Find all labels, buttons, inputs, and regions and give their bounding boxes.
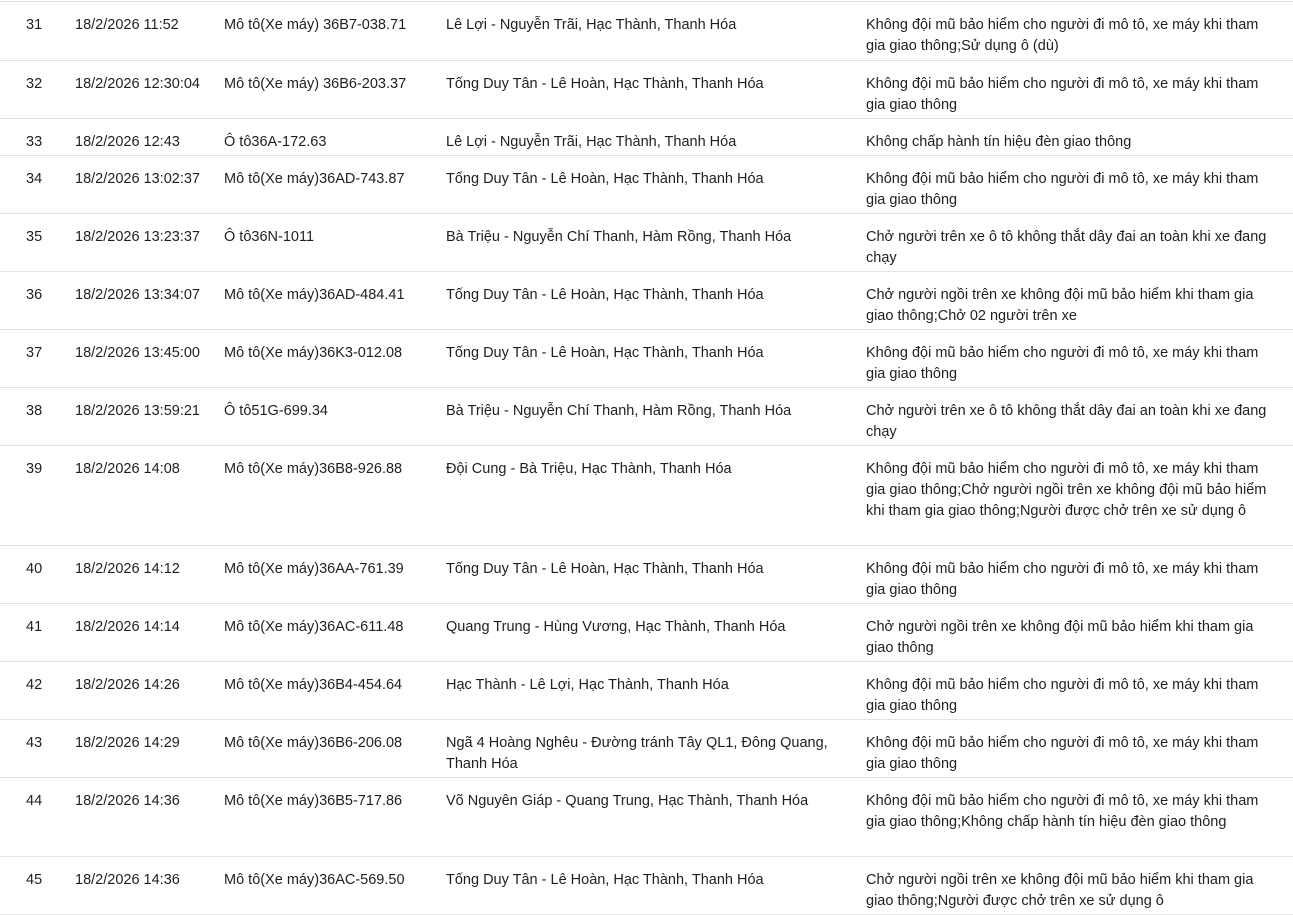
vehicle-plate: Ô tô36A-172.63: [224, 134, 327, 150]
violation-location: Hạc Thành - Lê Lợi, Hạc Thành, Thanh Hóa: [446, 677, 729, 693]
table-row: [0, 272, 1293, 330]
vehicle-plate: Mô tô(Xe máy)36B5-717.86: [224, 793, 403, 809]
violation-location: Tống Duy Tân - Lê Hoàn, Hạc Thành, Thanh Hóa: [446, 287, 764, 303]
row-number: 33: [26, 134, 43, 150]
violation-time: 18/2/2026 11:52: [75, 17, 179, 33]
violation-description: Không đội mũ bảo hiểm cho người đi mô tô, xe máy khi tham gia giao thông: [866, 171, 1259, 208]
vehicle-plate: Mô tô(Xe máy) 36B6-203.37: [224, 76, 407, 92]
violation-description: Chở người trên xe ô tô không thắt dây đai an toàn khi xe đang chạy: [866, 403, 1267, 440]
vehicle-plate: Ô tô36N-1011: [224, 229, 315, 245]
violation-location: Lê Lợi - Nguyễn Trãi, Hạc Thành, Thanh Hóa: [446, 134, 737, 150]
row-number: 38: [26, 403, 43, 419]
table-row: [0, 546, 1293, 604]
violation-time: 18/2/2026 14:12: [75, 561, 180, 577]
row-number: 43: [26, 735, 43, 751]
violation-time: 18/2/2026 14:26: [75, 677, 180, 693]
table-row: [0, 446, 1293, 546]
table-row: [0, 61, 1293, 119]
table-row: [0, 156, 1293, 214]
violation-location: Lê Lợi - Nguyễn Trãi, Hạc Thành, Thanh Hóa: [446, 17, 737, 33]
violation-description: Không đội mũ bảo hiểm cho người đi mô tô, xe máy khi tham gia giao thông;Không chấp hành tín hiệu đèn giao thông: [866, 793, 1259, 830]
violation-location: Tống Duy Tân - Lê Hoàn, Hạc Thành, Thanh Hóa: [446, 171, 764, 187]
vehicle-plate: Mô tô(Xe máy) 36B7-038.71: [224, 17, 407, 33]
table-row: [0, 857, 1293, 915]
table-row: [0, 662, 1293, 720]
table-row: [0, 604, 1293, 662]
vehicle-plate: Mô tô(Xe máy)36B8-926.88: [224, 461, 403, 477]
violation-time: 18/2/2026 12:30:04: [75, 76, 200, 92]
violation-time: 18/2/2026 13:45:00: [75, 345, 200, 361]
violation-description: Không đội mũ bảo hiểm cho người đi mô tô, xe máy khi tham gia giao thông: [866, 76, 1259, 113]
violation-location: Tống Duy Tân - Lê Hoàn, Hạc Thành, Thanh Hóa: [446, 872, 764, 888]
vehicle-plate: Mô tô(Xe máy)36AD-484.41: [224, 287, 405, 303]
violation-location: Đội Cung - Bà Triệu, Hạc Thành, Thanh Hóa: [446, 461, 732, 477]
violation-description: Không đội mũ bảo hiểm cho người đi mô tô, xe máy khi tham gia giao thông;Chở người ngồi trên xe không đội mũ bảo hiểm khi tham gia giao thông;Người được chở trên xe sử dụng ô: [866, 461, 1267, 519]
violation-description: Không đội mũ bảo hiểm cho người đi mô tô, xe máy khi tham gia giao thông: [866, 561, 1259, 598]
violation-description: Chở người ngồi trên xe không đội mũ bảo hiểm khi tham gia giao thông;Người được chở trên xe sử dụng ô: [866, 872, 1254, 909]
violation-time: 18/2/2026 14:08: [75, 461, 180, 477]
violations-table: [0, 1, 1293, 915]
table-row: [0, 720, 1293, 778]
row-number: 41: [26, 619, 43, 635]
vehicle-plate: Mô tô(Xe máy)36B6-206.08: [224, 735, 403, 751]
row-number: 42: [26, 677, 43, 693]
violation-time: 18/2/2026 14:36: [75, 872, 180, 888]
row-number: 31: [26, 17, 43, 33]
vehicle-plate: Mô tô(Xe máy)36K3-012.08: [224, 345, 403, 361]
violation-location: Quang Trung - Hùng Vương, Hạc Thành, Thanh Hóa: [446, 619, 786, 635]
vehicle-plate: Ô tô51G-699.34: [224, 403, 328, 419]
vehicle-plate: Mô tô(Xe máy)36AC-611.48: [224, 619, 404, 635]
violation-description: Không đội mũ bảo hiểm cho người đi mô tô, xe máy khi tham gia giao thông: [866, 735, 1259, 772]
table-row: [0, 778, 1293, 857]
violation-description: Chở người ngồi trên xe không đội mũ bảo hiểm khi tham gia giao thông: [866, 619, 1254, 656]
violation-location: Ngã 4 Hoàng Nghêu - Đường tránh Tây QL1, Đông Quang, Thanh Hóa: [446, 735, 828, 772]
violation-time: 18/2/2026 12:43: [75, 134, 180, 150]
violation-description: Chở người trên xe ô tô không thắt dây đai an toàn khi xe đang chạy: [866, 229, 1267, 266]
row-number: 34: [26, 171, 43, 187]
violation-location: Tống Duy Tân - Lê Hoàn, Hạc Thành, Thanh Hóa: [446, 561, 764, 577]
violation-time: 18/2/2026 13:59:21: [75, 403, 200, 419]
vehicle-plate: Mô tô(Xe máy)36B4-454.64: [224, 677, 403, 693]
vehicle-plate: Mô tô(Xe máy)36AC-569.50: [224, 872, 405, 888]
violation-location: Tống Duy Tân - Lê Hoàn, Hạc Thành, Thanh Hóa: [446, 345, 764, 361]
row-number: 40: [26, 561, 43, 577]
row-number: 44: [26, 793, 43, 809]
violation-time: 18/2/2026 14:36: [75, 793, 180, 809]
violation-time: 18/2/2026 13:02:37: [75, 171, 200, 187]
row-number: 32: [26, 76, 43, 92]
violation-location: Bà Triệu - Nguyễn Chí Thanh, Hàm Rồng, Thanh Hóa: [446, 229, 792, 245]
violation-time: 18/2/2026 14:14: [75, 619, 180, 635]
table-row: [0, 214, 1293, 272]
violation-location: Võ Nguyên Giáp - Quang Trung, Hạc Thành, Thanh Hóa: [446, 793, 809, 809]
row-number: 39: [26, 461, 43, 477]
vehicle-plate: Mô tô(Xe máy)36AA-761.39: [224, 561, 404, 577]
violation-location: Bà Triệu - Nguyễn Chí Thanh, Hàm Rồng, Thanh Hóa: [446, 403, 792, 419]
violation-time: 18/2/2026 13:34:07: [75, 287, 200, 303]
row-number: 45: [26, 872, 43, 888]
row-number: 37: [26, 345, 43, 361]
violation-time: 18/2/2026 13:23:37: [75, 229, 200, 245]
table-row: [0, 330, 1293, 388]
row-number: 36: [26, 287, 43, 303]
table-row: [0, 2, 1293, 61]
table-row: [0, 388, 1293, 446]
violation-description: Không đội mũ bảo hiểm cho người đi mô tô, xe máy khi tham gia giao thông;Sử dụng ô (dù): [866, 17, 1259, 54]
violation-description: Không chấp hành tín hiệu đèn giao thông: [866, 134, 1132, 150]
violation-time: 18/2/2026 14:29: [75, 735, 180, 751]
vehicle-plate: Mô tô(Xe máy)36AD-743.87: [224, 171, 405, 187]
violation-description: Không đội mũ bảo hiểm cho người đi mô tô, xe máy khi tham gia giao thông: [866, 677, 1259, 714]
table-row: [0, 119, 1293, 156]
violation-location: Tống Duy Tân - Lê Hoàn, Hạc Thành, Thanh Hóa: [446, 76, 764, 92]
violation-description: Không đội mũ bảo hiểm cho người đi mô tô, xe máy khi tham gia giao thông: [866, 345, 1259, 382]
violation-description: Chở người ngồi trên xe không đội mũ bảo hiểm khi tham gia giao thông;Chở 02 người trên xe: [866, 287, 1254, 324]
row-number: 35: [26, 229, 43, 245]
